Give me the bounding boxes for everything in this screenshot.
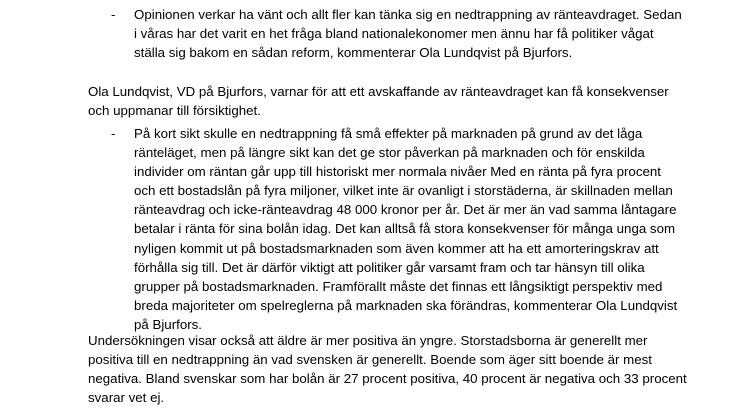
quote1-line-1: Opinionen verkar ha vänt och allt fler kan tänka sig en nedtrappning av ränteavdraget. Sedan	[134, 7, 682, 22]
quote2-line-2: ränteläget, men på längre sikt kan det ge stor påverkan på marknaden och för enskilda	[134, 145, 645, 160]
bullet-dash: -	[111, 126, 116, 141]
paragraph2-line-4: svarar vet ej.	[88, 390, 165, 405]
paragraph1-line-2: och uppmanar till försiktighet.	[88, 103, 261, 118]
quote2-line-8: förhålla sig till. Det är därför viktigt att politiker går varsamt fram och tar hänsyn till olika	[134, 260, 645, 275]
paragraph2-line-3: negativa. Bland svenskar som har bolån är 27 procent positiva, 40 procent är negativa och 33 procent	[88, 371, 687, 386]
quote1-line-3: ställa sig bakom en sådan reform, kommenterar Ola Lundqvist på Bjurfors.	[134, 45, 573, 60]
quote2-line-7: nyligen kommit ut på bostadsmarknaden som även kommer att ha ett amorteringskrav att	[134, 241, 659, 256]
quote2-line-5: ränteavdrag och icke-ränteavdrag 48 000 kronor per år. Det är mer än vad samma låntagare	[134, 202, 677, 217]
paragraph1-line-1: Ola Lundqvist, VD på Bjurfors, varnar för att ett avskaffande av ränteavdraget kan få konsekvenser	[88, 84, 669, 99]
quote2-line-4: och ett bostadslån på fyra miljoner, vilket inte är ovanligt i storstäderna, är skillnaden mellan	[134, 183, 673, 198]
quote2-line-11: på Bjurfors.	[134, 317, 202, 332]
quote1-line-2: i våras har det varit en het fråga bland nationalekonomer men ännu har få politiker vågat	[134, 26, 654, 41]
quote2-line-9: grupper på bostadsmarknaden. Framförallt måste det finnas ett långsiktigt perspektiv med	[134, 279, 663, 294]
quote2-line-10: breda majoriteter om spelreglerna på marknaden ska förändras, kommenterar Ola Lundqvist	[134, 298, 678, 313]
paragraph2-line-1: Undersökningen visar också att äldre är mer positiva än yngre. Storstadsborna är generellt mer	[88, 333, 648, 348]
quote2-line-3: individer om räntan går upp till historiskt mer normala nivåer Med en ränta på fyra procent	[134, 164, 661, 179]
paragraph2-line-2: positiva till en nedtrappning än vad svensken är generellt. Boende som äger sitt boende är mest	[88, 352, 652, 367]
quote2-line-6: betalar i ränta för sina bolån idag. Det kan alltså få stora konsekvenser för många unga som	[134, 221, 676, 236]
quote2-line-1: På kort sikt skulle en nedtrappning få små effekter på marknaden på grund av det låga	[134, 126, 643, 141]
bullet-dash: -	[111, 7, 116, 22]
